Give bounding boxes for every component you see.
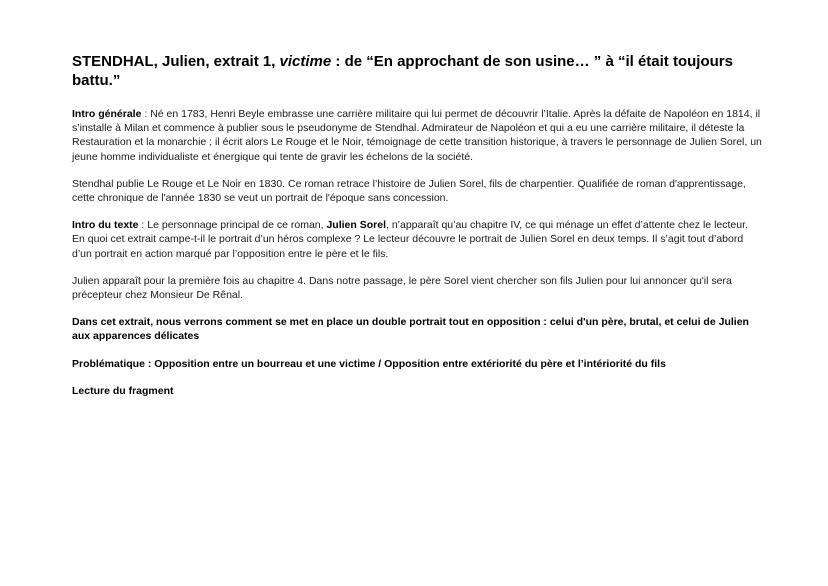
- title-prefix: STENDHAL, Julien, extrait 1,: [72, 53, 280, 70]
- intro-texte-name: Julien Sorel: [326, 219, 386, 232]
- chapitre-paragraph: Julien apparaît pour la première fois au chapitre 4. Dans notre passage, le père Sorel vient chercher son fils Julien pour lui annoncer qu'il sera précepteur chez Monsieur De Rênal.: [72, 274, 732, 302]
- intro-texte-label: Intro du texte: [72, 219, 139, 232]
- intro-texte-paragraph: [72, 218, 762, 261]
- intro-generale-paragraph: [72, 107, 762, 164]
- document-title: [72, 52, 762, 90]
- document-page: [72, 52, 762, 411]
- intro-texte-text-before: : Le personnage principal de ce roman,: [138, 219, 327, 232]
- lecture-heading: Lecture du fragment: [72, 384, 174, 397]
- intro-generale-text: : Né en 1783, Henri Beyle embrasse une carrière militaire qui lui permet de découvrir l’Italie. Après la défaite de Napoléon en 1814, il s’installe à Milan et commence à publier sous le pseudonyme de Stendhal. Admirateur de Napoléon et qui a eu une carrière militaire, il déteste la Restauration et la monarchie ; il écrit alors Le Rouge et le Noir, témoignage de cette transition historique, à travers le personnage de Julien Sorel, un jeune homme individualiste et énergique qui tente de gravir les échelons de la société.: [72, 108, 762, 163]
- intro-texte-text-after: , n’apparaît qu’au chapitre IV, ce qui ménage un effet d’attente chez le lecteur. En quoi cet extrait campe-t-il le portrait d’un héros complexe ? Le lecteur découvre le portrait de Julien Sorel en deux temps. Il s’agit tout d’abord d’un portrait en action marqué par l’opposition entre le père et le fils.: [72, 219, 748, 260]
- problematique-paragraph: Problématique : Opposition entre un bourreau et une victime / Opposition entre extériorité du père et l’intériorité du fils: [72, 357, 666, 370]
- publication-paragraph: Stendhal publie Le Rouge et Le Noir en 1830. Ce roman retrace l’histoire de Julien Sorel, fils de charpentier. Qualifiée de roman d'apprentissage, cette chronique de l'année 1830 se veut un portrait de l'époque sans concession.: [72, 177, 746, 205]
- intro-generale-label: Intro générale: [72, 108, 142, 120]
- annonce-plan-paragraph: Dans cet extrait, nous verrons comment se met en place un double portrait tout en opposition : celui d'un père, brutal, et celui de Julien aux apparences délicates: [72, 316, 749, 343]
- title-italic-word: victime: [279, 53, 332, 70]
- title-suffix: : de “En approchant de son usine… ” à “il était toujours battu.”: [72, 53, 733, 89]
